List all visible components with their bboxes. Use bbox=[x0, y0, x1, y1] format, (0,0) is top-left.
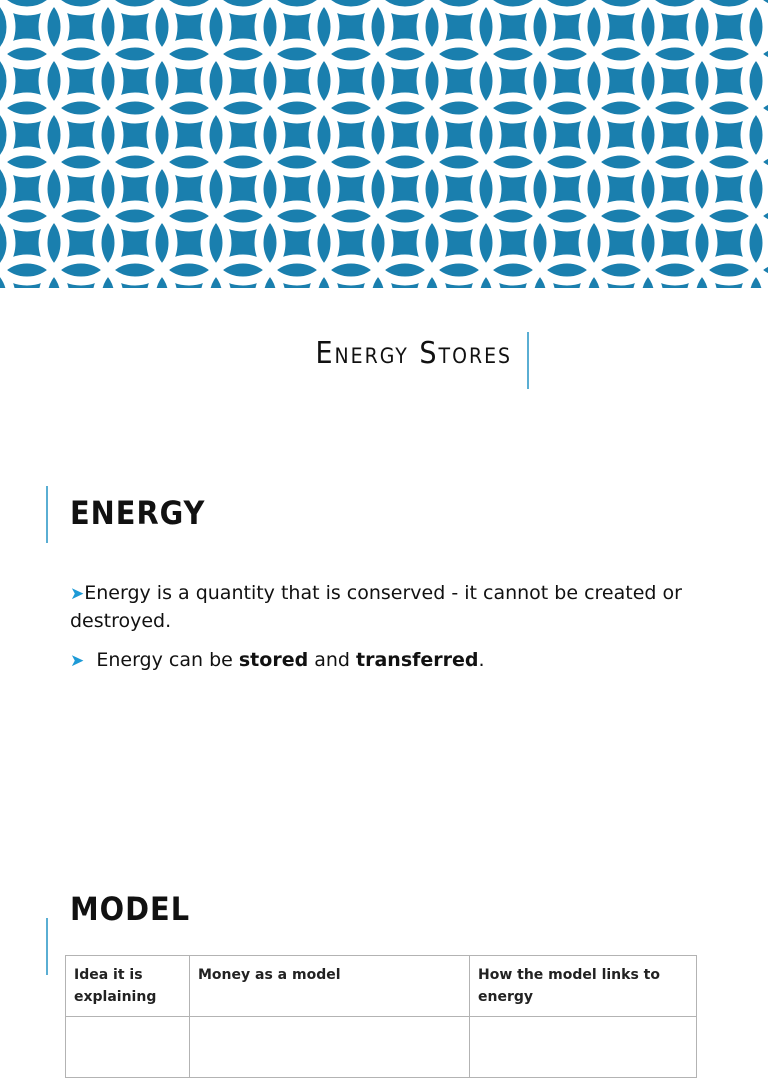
bullet-stored-mid: and bbox=[308, 649, 357, 671]
arrow-bullet-icon: ➤ bbox=[70, 584, 85, 604]
energy-bullets bbox=[70, 580, 690, 687]
slide-title-text: Energy Stores bbox=[315, 336, 512, 371]
table-header-row bbox=[66, 956, 697, 1017]
table-cell bbox=[190, 1017, 470, 1078]
table-cell bbox=[470, 1017, 697, 1078]
table-header-cell: Money as a model bbox=[190, 956, 470, 1017]
bullet-stored-prefix: Energy can be bbox=[96, 649, 239, 671]
model-accent-rule bbox=[46, 918, 48, 975]
table-header-cell: Idea it is explaining bbox=[66, 956, 190, 1017]
bullet-conserved-text: Energy is a quantity that is conserved - it cannot be created or destroyed. bbox=[70, 582, 682, 632]
patterned-banner bbox=[0, 0, 768, 288]
title-accent-rule bbox=[527, 332, 529, 389]
energy-heading: ENERGY bbox=[70, 494, 206, 532]
table-cell bbox=[66, 1017, 190, 1078]
model-heading: MODEL bbox=[70, 890, 191, 928]
slide-title bbox=[315, 336, 512, 371]
bullet-stored-suffix: . bbox=[478, 649, 485, 671]
arrow-bullet-icon: ➤ bbox=[70, 651, 85, 671]
bullet-conserved bbox=[70, 580, 690, 635]
table-header-cell: How the model links to energy bbox=[470, 956, 697, 1017]
bullet-transferred-bold: transferred bbox=[356, 649, 479, 671]
model-table bbox=[65, 955, 697, 1078]
bullet-stored bbox=[70, 647, 690, 675]
bullet-stored-bold: stored bbox=[238, 649, 309, 671]
energy-accent-rule bbox=[46, 486, 48, 543]
title-slide bbox=[0, 330, 768, 390]
table-row bbox=[66, 1017, 697, 1078]
